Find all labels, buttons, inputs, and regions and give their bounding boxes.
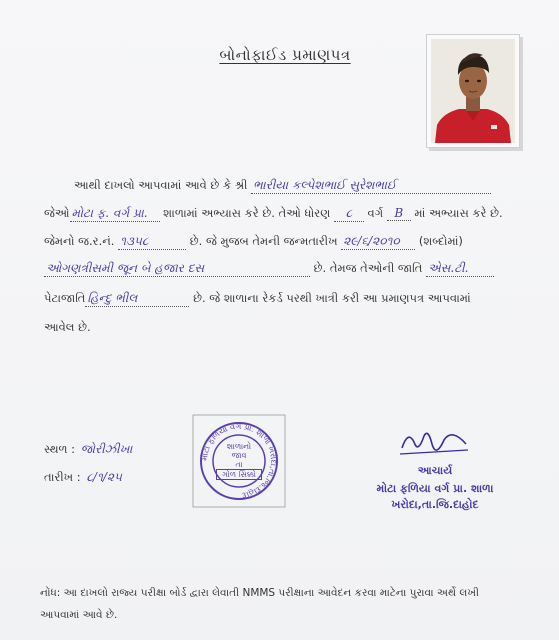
register-no-field: ૧૩૫૮ [118,234,186,250]
place-value: જોરીઝીખા [80,442,133,456]
principal-title: આચાર્ય [417,464,453,477]
dob-field: ૨૯/૬/૨૦૧૦ [341,234,415,250]
school-round-stamp [192,414,286,508]
subcaste-field: હિન્દુ ભીલ [85,291,189,307]
caste-field: એસ.ટી. [426,261,494,277]
student-portrait-image [431,39,515,143]
student-name-field: ભારીયા કલ્પેશભાઈ સુરેશભાઈ [251,178,491,194]
body-line-3 [44,234,463,250]
line2-class-label: વર્ગ [367,206,384,220]
line3-suffix: (શબ્દોમાં) [418,234,463,248]
certificate-title: બોનોફાઈડ પ્રમાણપત્ર [219,46,351,64]
line6-text: આવેલ છે. [44,320,91,334]
student-photo [431,39,515,143]
line2-suffix: માં અભ્યાસ કરે છે. [414,206,503,220]
stamp-center-line1: શાળાનો [226,442,252,451]
class-field: B [387,206,411,221]
school-name-field: મોટા ફ. વર્ગ પ્રા. [70,206,160,222]
date-line [44,470,124,485]
school-stamp-line2: ખરોદા,તા.જિ.દાહોદ [391,498,479,511]
place-label: સ્થળ : [44,442,76,456]
line2-mid: શાળામાં અભ્યાસ કરે છે. તેઓ ધોરણ [163,206,331,220]
stamp-center [216,442,262,480]
line1-prefix: આથી દાખલો આપવામાં આવે છે કે શ્રી [74,178,248,192]
standard-field: ૮ [334,206,364,222]
line4-mid: છે. તેમજ તેઓની જાતિ [313,261,423,275]
line3-mid: છે. જે મુજબ તેમની જન્મતારીખ [189,234,338,248]
stamp-center-line3: તા [235,460,243,469]
line5-suffix: છે. જે શાળાના રેકર્ડ પરથી ખાત્રી કરી આ પ્રમાણપત્ર આપવામાં [193,291,471,305]
body-line-2 [44,206,503,222]
stamp-ring-text: મોટા ફળિયા વર્ગ પ્રા. શાળા ખરોદા,તા.જિ.દાહોદ [199,421,279,500]
body-line-1 [74,178,491,194]
line5-prefix: પેટાજાતિ [44,291,86,305]
student-photo-frame [426,34,520,148]
stamp-center-line4: ગોળ સિક્કો [216,469,262,480]
footer-note: નોંધ: આ દાખલો રાજ્ય પરીક્ષા બોર્ડ દ્વારા લેવાતી NMMS પરીક્ષાના આવેદન કરવા માટેના પુરાવા અર્થે લખી આપવામાં આવે છે. [40,587,479,621]
date-label: તારીખ : [44,470,81,484]
stamp-center-line2: જાવ [231,451,247,460]
line3-prefix: જેમનો જ.ર.નં. [44,234,115,248]
body-line-5 [44,291,471,307]
place-line [44,442,134,457]
date-value: ૮/૧/૨૫ [86,470,122,484]
principal-signature-block [360,420,510,520]
school-stamp-line1: મોટા ફળિયા વર્ગ પ્રા. શાળા [376,482,494,495]
body-line-4 [44,261,494,277]
signature-scribble-icon [396,424,476,464]
dob-words-field: ઓગણત્રીસમી જૂન બે હજાર દસ [44,261,310,277]
line2-prefix: જેઓ [44,206,70,220]
body-line-6 [44,320,91,335]
